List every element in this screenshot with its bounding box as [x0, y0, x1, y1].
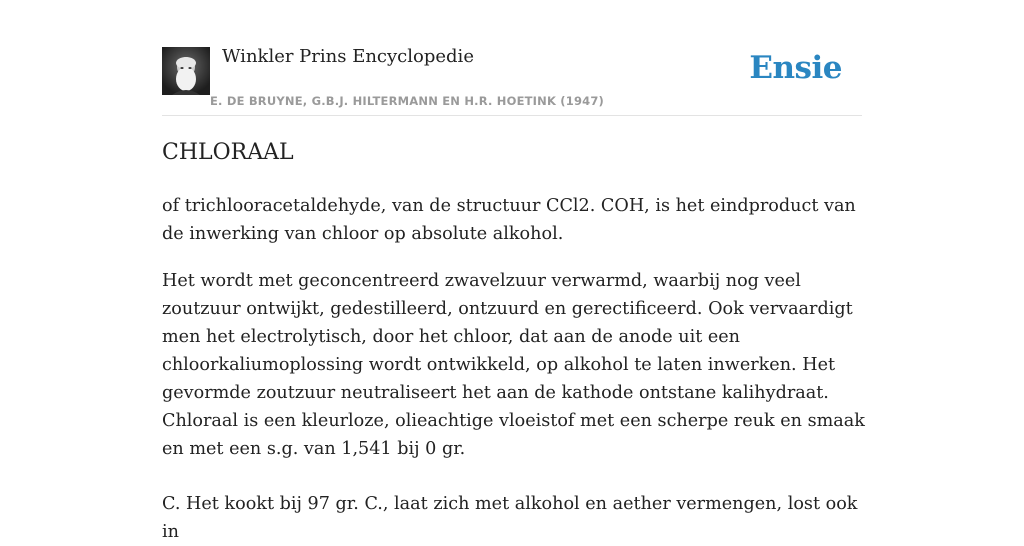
portrait-icon: [162, 47, 210, 95]
article-page: [162, 0, 865, 542]
article-paragraph: of trichlooracetaldehyde, van de structuur CCl2. COH, is het eindproduct van de inwerking van chloor op absolute alkohol.: [162, 196, 856, 244]
authors-credit: E. DE BRUYNE, G.B.J. HILTERMANN EN H.R. HOETINK (1947): [210, 94, 605, 108]
brand-logo-link[interactable]: Ensie: [749, 50, 842, 86]
site-title[interactable]: Winkler Prins Encyclopedie: [222, 46, 474, 67]
article-paragraph: C. Het kookt bij 97 gr. C., laat zich met alkohol en aether vermengen, lost ook in: [162, 494, 858, 542]
author-avatar[interactable]: [162, 47, 210, 95]
article-paragraph: Het wordt met geconcentreerd zwavelzuur verwarmd, waarbij nog veel zoutzuur ontwijkt, gedestilleerd, ontzuurd en gerectificeerd. Ook vervaardigt men het electrolytisch, door het chloor, dat aan de anode uit een chloorkaliumoplossing wordt ontwikkeld, op alkohol te laten inwerken. Het gevormde zoutzuur neutraliseert het aan de kathode ontstane kalihydraat. Chloraal is een kleurloze, olieachtige vloeistof met een scherpe reuk en smaak en met een s.g. van 1,541 bij 0 gr.: [162, 271, 865, 459]
article-title: CHLORAAL: [162, 140, 294, 165]
page-header: [162, 0, 862, 116]
